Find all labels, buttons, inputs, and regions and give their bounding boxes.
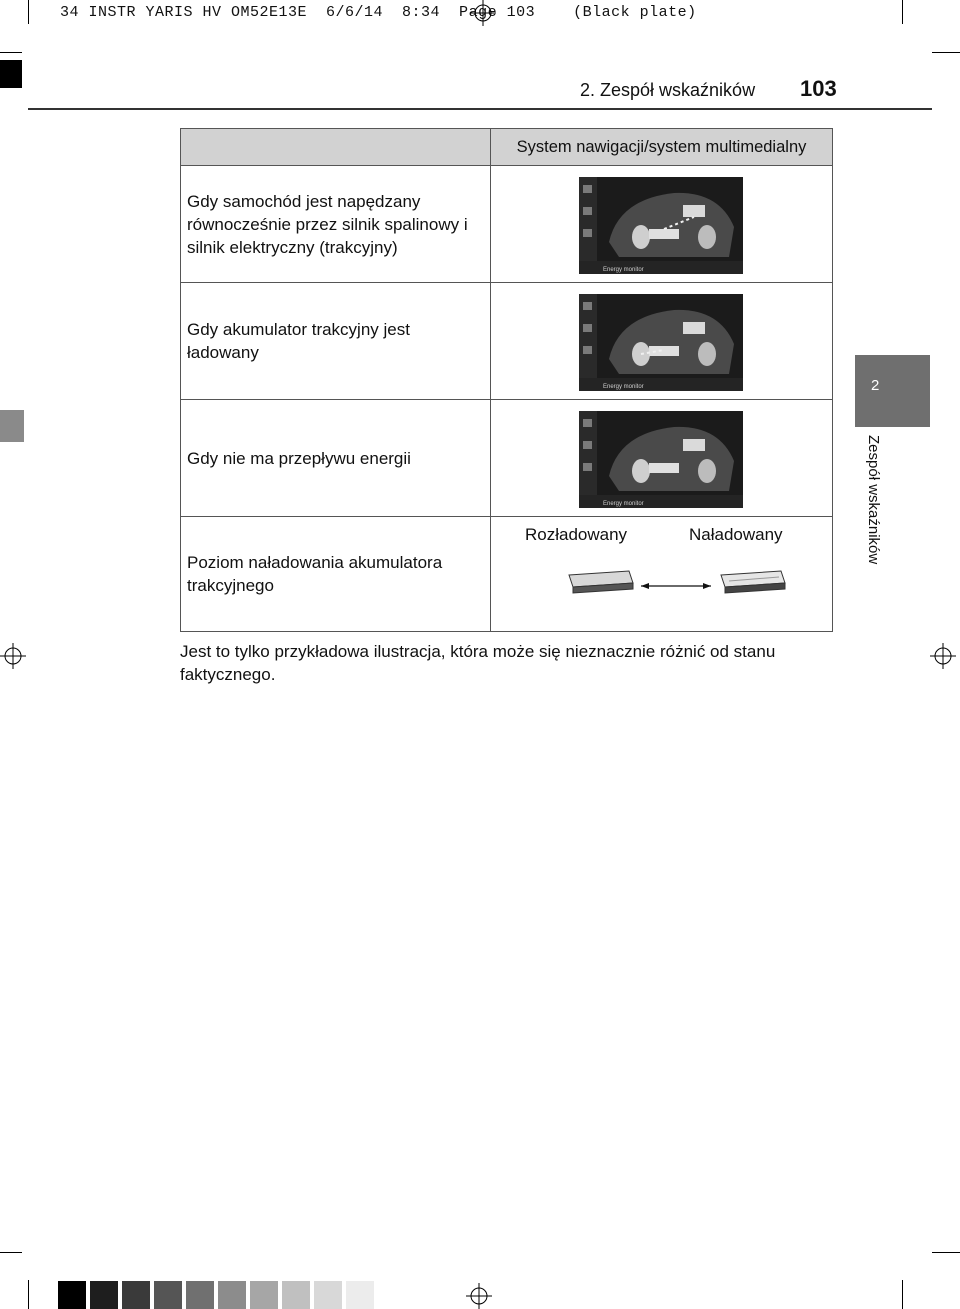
color-swatch [90, 1281, 118, 1309]
page-number: 103 [800, 76, 837, 101]
registration-mark-icon [930, 643, 956, 669]
chapter-number: 2 [871, 377, 880, 394]
hybrid-car-illustration-icon [579, 411, 743, 508]
battery-full-icon [721, 571, 785, 593]
hybrid-car-illustration-icon [579, 294, 743, 391]
double-arrow-icon [641, 583, 711, 589]
table-header-empty [181, 129, 491, 166]
color-swatch [154, 1281, 182, 1309]
page-edge-tab-gray [0, 410, 24, 442]
energy-monitor-screen [579, 294, 743, 391]
table-row [181, 517, 833, 632]
row-image-cell [491, 400, 833, 517]
color-swatch [346, 1281, 374, 1309]
charged-label: Naładowany [689, 525, 783, 544]
color-swatch [218, 1281, 246, 1309]
illustration-note: Jest to tylko przykładowa ilustracja, która może się nieznacznie różnić od stanu faktycznego. [180, 642, 776, 684]
table-row [181, 400, 833, 517]
battery-empty-icon [569, 571, 633, 593]
color-swatch [314, 1281, 342, 1309]
row-label: Gdy nie ma przepływu energii [181, 400, 491, 517]
hybrid-car-illustration-icon [579, 177, 743, 274]
color-swatch [250, 1281, 278, 1309]
chapter-tab [855, 355, 930, 427]
registration-mark-icon [470, 0, 496, 26]
table-column-header: System nawigacji/system multimedialny [491, 129, 833, 166]
discharged-label: Rozładowany [525, 525, 628, 544]
page-edge-tab [0, 60, 22, 88]
registration-mark-icon [0, 643, 26, 669]
printer-slug: 34 INSTR YARIS HV OM52E13E 6/6/14 8:34 Page 103 (Black plate) [60, 4, 697, 21]
section-title: 2. Zespół wskaźników [580, 80, 756, 100]
color-swatch [186, 1281, 214, 1309]
battery-level-cell [491, 517, 833, 632]
row-image-cell [491, 166, 833, 283]
header-divider [28, 108, 932, 110]
energy-monitor-screen [579, 411, 743, 508]
energy-monitor-table [180, 128, 833, 632]
row-label: Gdy akumulator trakcyjny jest ładowany [181, 283, 491, 400]
table-row [181, 283, 833, 400]
color-swatch [58, 1281, 86, 1309]
battery-level-diagram-icon [491, 517, 826, 631]
row-label: Gdy samochód jest napędzany równocześnie przez silnik spalinowy i silnik elektryczny (trakcyjny) [181, 166, 491, 283]
row-image-cell [491, 283, 833, 400]
table-row [181, 166, 833, 283]
row-label: Poziom naładowania akumulatora trakcyjnego [181, 517, 491, 632]
svg-text:Energy monitor: Energy monitor [603, 501, 644, 507]
color-swatch [282, 1281, 310, 1309]
svg-text:Energy monitor: Energy monitor [603, 384, 644, 390]
color-swatch [122, 1281, 150, 1309]
svg-text:Energy monitor: Energy monitor [603, 267, 644, 273]
registration-mark-icon [466, 1283, 492, 1309]
energy-monitor-screen [579, 177, 743, 274]
